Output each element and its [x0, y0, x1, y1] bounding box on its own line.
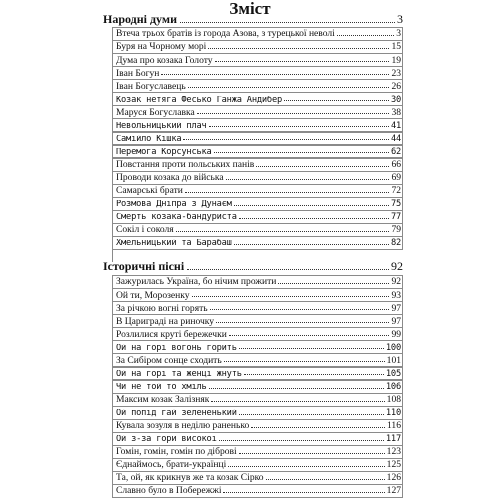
toc-entry-title: Сокіл і соколя — [116, 225, 174, 235]
dot-leader — [183, 139, 389, 140]
toc-entry-page: 125 — [386, 459, 401, 471]
toc-entry-page: 26 — [391, 80, 401, 92]
dot-leader — [337, 35, 394, 36]
toc-entry-title: Смерть козака-бандуриста — [116, 213, 237, 222]
dot-leader — [239, 348, 384, 349]
dot-leader — [214, 152, 389, 153]
dot-leader — [197, 113, 390, 114]
toc-entry-title: Чи не той то хміль — [116, 382, 207, 392]
dot-leader — [211, 401, 384, 402]
toc-entry[interactable] — [112, 184, 403, 198]
toc-entry[interactable] — [112, 197, 403, 211]
dot-leader — [228, 466, 384, 467]
toc-entry-page: 75 — [390, 199, 401, 210]
toc-entry-title: Самійло Кішка — [116, 134, 182, 144]
toc-entry-page: 72 — [391, 185, 401, 197]
toc-entry-title: Іван Богуславець — [116, 81, 186, 92]
toc-entry[interactable] — [112, 471, 403, 485]
toc-entry[interactable] — [112, 27, 403, 41]
dot-leader — [209, 126, 389, 127]
toc-entry-title: За річкою вогні горять — [116, 303, 208, 314]
toc-entry-title: Ой попід гай зелененький — [116, 408, 237, 418]
toc-entry[interactable] — [112, 145, 403, 159]
toc-entry-page: 126 — [386, 472, 401, 484]
toc-entry[interactable] — [112, 275, 403, 289]
dot-leader — [209, 388, 384, 389]
toc-entry[interactable] — [112, 171, 403, 185]
section-page-number: 3 — [397, 12, 403, 27]
page-title: Зміст — [229, 0, 271, 18]
toc-entry-title: Дума про козака Голоту — [116, 55, 213, 66]
dot-leader — [229, 335, 390, 336]
toc-entry-title: Кувала зозуля в неділю раненько — [116, 421, 250, 431]
dot-leader — [266, 479, 385, 480]
toc-entry-page: 99 — [391, 328, 401, 340]
toc-entry-title: Ой на горі вогонь горить — [116, 343, 237, 353]
toc-entry-page: 117 — [385, 434, 401, 445]
toc-entry[interactable] — [112, 105, 403, 119]
dot-leader — [210, 309, 390, 310]
toc-entry[interactable] — [112, 236, 403, 250]
toc-entry-page: 97 — [391, 302, 401, 314]
dot-leader — [223, 492, 384, 493]
section-heading-label: Народні думи — [103, 12, 177, 27]
dot-leader — [187, 269, 389, 270]
toc-entry[interactable] — [112, 132, 403, 146]
toc-entry-page: 66 — [391, 158, 401, 170]
toc-entry[interactable] — [112, 432, 403, 446]
toc-entry-title: Самарські брати — [116, 186, 183, 196]
toc-entry-page: 106 — [385, 381, 401, 392]
toc-entry-page: 110 — [385, 407, 401, 418]
toc-entry-page: 3 — [396, 28, 401, 40]
toc-entry-title: Та, ой, як крикнув же та козак Сірко — [116, 473, 264, 483]
toc-entry-title: Розмова Дніпра з Дунаєм — [116, 200, 232, 209]
toc-entry[interactable] — [112, 288, 403, 302]
dot-leader — [208, 48, 389, 49]
toc-entry-title: Буря на Чорному морі — [116, 42, 207, 53]
toc-entry-page: 97 — [391, 315, 401, 327]
toc-entry[interactable] — [112, 445, 403, 459]
toc-entry-page: 69 — [391, 172, 401, 184]
toc-entry-page: 82 — [390, 238, 401, 249]
toc-entry[interactable] — [112, 314, 403, 328]
dot-leader — [215, 61, 390, 62]
toc-entry-title: Зажурилась Україна, бо нічим прожити — [116, 277, 277, 288]
dot-leader — [239, 453, 385, 454]
dot-leader — [185, 192, 390, 193]
dot-leader — [180, 22, 395, 23]
toc-entry-title: Перемога Корсунська — [116, 147, 212, 157]
toc-entry-title: Іван Богун — [116, 68, 160, 79]
toc-entry-title: Повстання проти польських панів — [116, 159, 255, 170]
toc-entry[interactable] — [112, 393, 403, 407]
dot-leader — [192, 296, 390, 297]
toc-entry-page: 92 — [391, 276, 401, 288]
toc-entry[interactable] — [112, 406, 403, 420]
toc-entry-title: Козак нетяга Фесько Ганжа Андибер — [116, 95, 283, 105]
toc-entry-title: Маруся Богуславка — [116, 107, 195, 118]
toc-entry-page: 44 — [390, 133, 401, 144]
toc-entry[interactable] — [112, 340, 403, 354]
toc-entry[interactable] — [112, 301, 403, 315]
section-page-number: 92 — [391, 259, 403, 274]
toc-entry[interactable] — [112, 458, 403, 472]
toc-entry-page: 93 — [391, 289, 401, 301]
dot-leader — [226, 179, 390, 180]
dot-leader — [239, 414, 384, 415]
toc-entry-page: 105 — [385, 368, 401, 379]
section-heading-narodni-dumy[interactable] — [103, 14, 403, 26]
toc-entry-title: Ой з-за гори високої — [116, 435, 217, 444]
toc-entry[interactable] — [112, 367, 403, 381]
toc-entry-title: Славно було в Побережжі — [116, 486, 222, 496]
toc-entry-title: Єднаймось, брати-українці — [116, 460, 227, 470]
toc-entry[interactable] — [112, 66, 403, 80]
dot-leader — [239, 218, 389, 219]
toc-entry-page: 30 — [390, 94, 401, 105]
toc-entry[interactable] — [112, 158, 403, 172]
toc-entry[interactable] — [112, 380, 403, 394]
toc-entry[interactable] — [112, 327, 403, 341]
toc-entry[interactable] — [112, 353, 403, 367]
toc-entry-page: 79 — [391, 224, 401, 236]
toc-entry-title: Хмельницький та Барабаш — [116, 239, 232, 248]
dot-leader — [234, 244, 389, 245]
dot-leader — [219, 440, 384, 441]
toc-entry-page: 62 — [390, 146, 401, 157]
toc-entry-page: 23 — [391, 67, 401, 79]
toc-entry-title: Ой на горі та женці жнуть — [116, 369, 242, 379]
toc-entry-page: 108 — [386, 394, 401, 405]
toc-entry-page: 41 — [390, 120, 401, 131]
dot-leader — [224, 361, 385, 362]
toc-entry-page: 19 — [391, 54, 401, 66]
toc-entry-page: 101 — [386, 354, 401, 366]
toc-entry[interactable] — [112, 92, 403, 106]
toc-entry-title: Невольницький плач — [116, 121, 207, 131]
toc-entry[interactable] — [112, 210, 403, 224]
toc-entry-page: 127 — [386, 485, 401, 497]
dot-leader — [176, 231, 390, 232]
toc-entry[interactable] — [112, 40, 403, 54]
dot-leader — [278, 283, 389, 284]
toc-entry[interactable] — [112, 53, 403, 67]
toc-entry-page: 38 — [391, 106, 401, 118]
dot-leader — [251, 427, 385, 428]
dot-leader — [256, 166, 389, 167]
dot-leader — [234, 205, 389, 206]
dot-leader — [161, 74, 389, 75]
toc-entry-title: Проводи козака до війська — [116, 173, 224, 183]
toc-entry[interactable] — [112, 223, 403, 237]
toc-entry[interactable] — [112, 79, 403, 93]
toc-entry-title: Втеча трьох братів із города Азова, з турецької неволі — [116, 29, 335, 39]
toc-entry[interactable] — [112, 419, 403, 433]
toc-entry-title: Ой ти, Морозенку — [116, 290, 190, 301]
toc-entry-page: 77 — [390, 212, 401, 223]
section-heading-istorychni-pisni[interactable] — [103, 261, 403, 273]
dot-leader — [284, 100, 389, 101]
dot-leader — [244, 374, 384, 375]
toc-entry-title: Максим козак Залізняк — [116, 395, 210, 405]
toc-entry-title: За Сибіром сонце сходить — [116, 355, 222, 366]
toc-entry-page: 116 — [387, 420, 401, 432]
toc-entry-title: Розлилися круті бережечки — [116, 329, 227, 340]
toc-entry-page: 123 — [386, 446, 401, 458]
toc-entry[interactable] — [112, 118, 403, 132]
dot-leader — [188, 87, 390, 88]
section-heading-label: Історичні пісні — [103, 259, 185, 274]
toc-entry-title: В Цариградi на риночку — [116, 316, 215, 327]
toc-entry-page: 15 — [391, 41, 401, 53]
toc-entry-page: 100 — [385, 342, 401, 353]
toc-entry-title: Гомін, гомін, гомін по діброві — [116, 447, 237, 457]
toc-entry[interactable] — [112, 484, 403, 498]
dot-leader — [216, 322, 389, 323]
